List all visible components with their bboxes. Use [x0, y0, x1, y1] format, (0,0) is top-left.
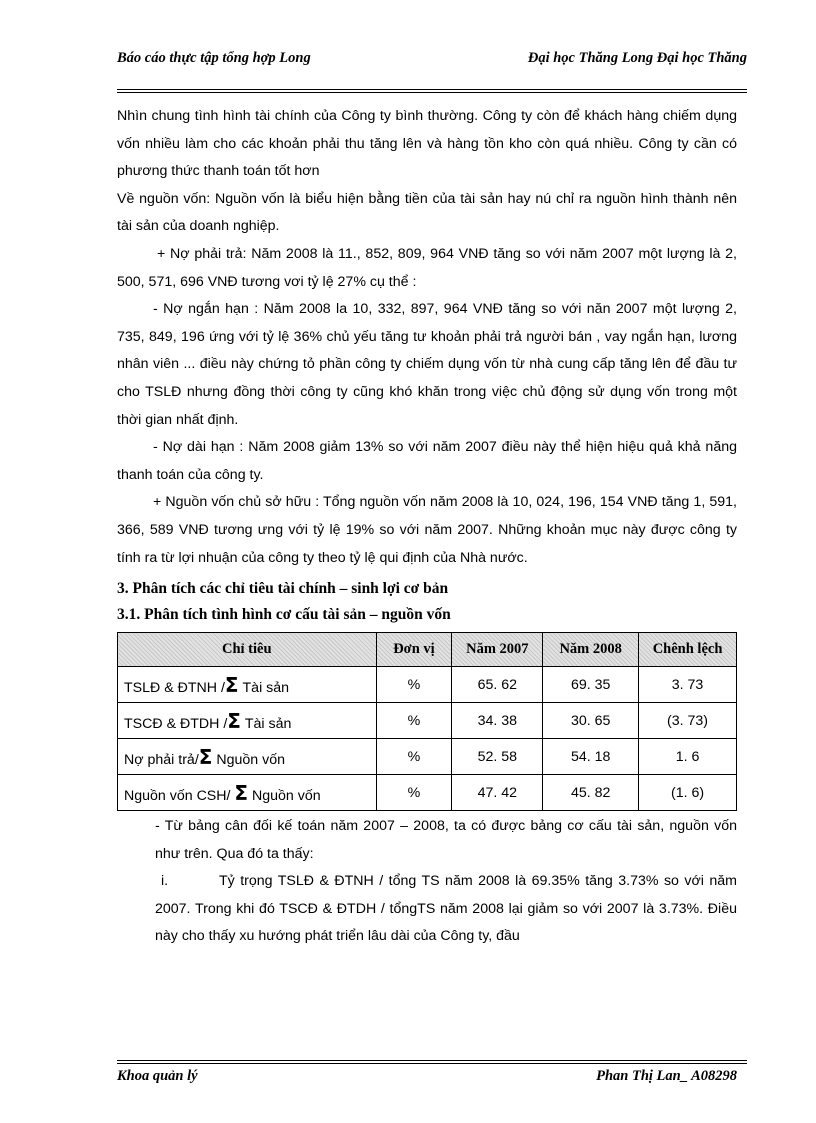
footer-right-text: Phan Thị Lan_ A08298: [596, 1068, 737, 1084]
header-rule-thin: [117, 92, 747, 93]
cell-unit: %: [376, 667, 452, 703]
column-header: Năm 2007: [452, 633, 543, 667]
paragraph-short-term-debt: - Nợ ngắn hạn : Năm 2008 la 10, 332, 897, 964 VNĐ tăng so với năn 2007 một lượng 2, 735, 849, 196 ứng với tỷ lệ 36% chủ yếu tăng tư khoản phải trả người bán , vay ngắn hạn, lương nhân viên ... điều này chứng tỏ phần công ty chiếm dụng vốn từ nhà cung cấp tăng lên để đầu tư cho TSLĐ nhưng đồng thời công ty cũng khó khăn trong việc chủ động sử dụng vốn trong một thời gian nhất định.: [117, 301, 737, 428]
footer-left-text: Khoa quản lý: [117, 1068, 198, 1084]
cell-2007: 65. 62: [452, 667, 543, 703]
list-item: [155, 868, 737, 951]
cell-2008: 45. 82: [543, 775, 639, 811]
table-row: [118, 703, 737, 739]
row-label: Nguồn vốn CSH/ Σ Nguồn vốn: [118, 775, 377, 811]
header-right-text: Đại học Thăng Long Đại học Thăng: [527, 50, 747, 66]
cell-2008: 30. 65: [543, 703, 639, 739]
paragraph-equity: + Nguồn vốn chủ sở hữu : Tổng nguồn vốn năm 2008 là 10, 024, 196, 154 VNĐ tăng 1, 591, 366, 589 VNĐ tương ưng với tỷ lệ 19% so với năm 2007. Những khoản mục này được công ty tính ra từ lợi nhuận của công ty theo tỷ lệ qui định của Nhà nước.: [117, 494, 737, 566]
list-item-text: Tỷ trọng TSLĐ & ĐTNH / tổng TS năm 2008 là 69.35% tăng 3.73% so với năm 2007. Trong khi đó TSCĐ & ĐTDH / tổngTS năm 2008 lại giảm so với 2007 là 3.73%. Điều này cho thấy xu hướng phát triển lâu dài của Công ty, đầu: [155, 873, 737, 945]
cell-2008: 69. 35: [543, 667, 639, 703]
sigma-symbol: Σ: [198, 744, 213, 769]
column-header: Năm 2008: [543, 633, 639, 667]
cell-diff: 1. 6: [639, 739, 737, 775]
paragraph-capital-source: Về nguồn vốn: Nguồn vốn là biểu hiện bằng tiền của tài sản hay nú chỉ ra nguồn hình thành nên tài sản của doanh nghiệp.: [117, 190, 737, 235]
page-footer: [117, 1068, 747, 1088]
header-left-text: Báo cáo thực tập tổng hợp Long: [117, 50, 311, 66]
paragraph-table-commentary: - Từ bảng cân đối kế toán năm 2007 – 2008, ta có được bảng cơ cấu tài sản, nguồn vốn như trên. Qua đó ta thấy:: [155, 818, 737, 862]
row-label: TSLĐ & ĐTNH /Σ Tài sản: [118, 667, 377, 703]
column-header: Đơn vị: [376, 633, 452, 667]
paragraph-liabilities: + Nợ phải trả: Năm 2008 là 11., 852, 809, 964 VNĐ tăng so với năm 2007 một lượng là 2, 500, 571, 696 VNĐ tương vơi tỷ lệ 27% cụ thể :: [117, 245, 737, 290]
subsection-heading: 3.1. Phân tích tình hình cơ cấu tài sản – nguồn vốn: [117, 606, 451, 624]
row-label: TSCĐ & ĐTDH /Σ Tài sản: [118, 703, 377, 739]
sigma-symbol: Σ: [227, 708, 241, 733]
section-heading: 3. Phân tích các chỉ tiêu tài chính – sinh lợi cơ bản: [117, 580, 449, 598]
cell-2007: 52. 58: [452, 739, 543, 775]
table-header-row: [118, 633, 737, 667]
footer-rule-thin: [117, 1060, 747, 1061]
paragraph-summary: Nhìn chung tình hình tài chính của Công ty bình thường. Công ty còn để khách hàng chiếm dụng vốn nhiều làm cho các khoản phải thu tăng lên và hàng tồn kho còn quá nhiều. Công ty cần có phương thức thanh toán tốt hơn: [117, 108, 737, 180]
document-body: [117, 103, 737, 951]
cell-2008: 54. 18: [543, 739, 639, 775]
header-rule: [117, 89, 747, 90]
structure-table: [117, 632, 737, 811]
sigma-symbol: Σ: [224, 672, 239, 697]
list-item-number: i.: [161, 873, 169, 890]
cell-2007: 34. 38: [452, 703, 543, 739]
table-row: [118, 667, 737, 703]
cell-unit: %: [376, 775, 452, 811]
cell-diff: (1. 6): [639, 775, 737, 811]
sigma-symbol: Σ: [234, 780, 249, 805]
page-header: [117, 50, 747, 86]
column-header: Chênh lệch: [639, 633, 737, 667]
paragraph-long-term-debt: - Nợ dài hạn : Năm 2008 giảm 13% so với năm 2007 điều này thể hiện hiệu quả khả năng thanh toán của công ty.: [117, 439, 737, 483]
footer-rule: [117, 1063, 747, 1064]
table-row: [118, 739, 737, 775]
row-label: Nợ phải trả/Σ Nguồn vốn: [118, 739, 377, 775]
cell-unit: %: [376, 703, 452, 739]
table-row: [118, 775, 737, 811]
cell-2007: 47. 42: [452, 775, 543, 811]
cell-diff: (3. 73): [639, 703, 737, 739]
column-header: Chỉ tiêu: [118, 633, 377, 667]
cell-unit: %: [376, 739, 452, 775]
cell-diff: 3. 73: [639, 667, 737, 703]
